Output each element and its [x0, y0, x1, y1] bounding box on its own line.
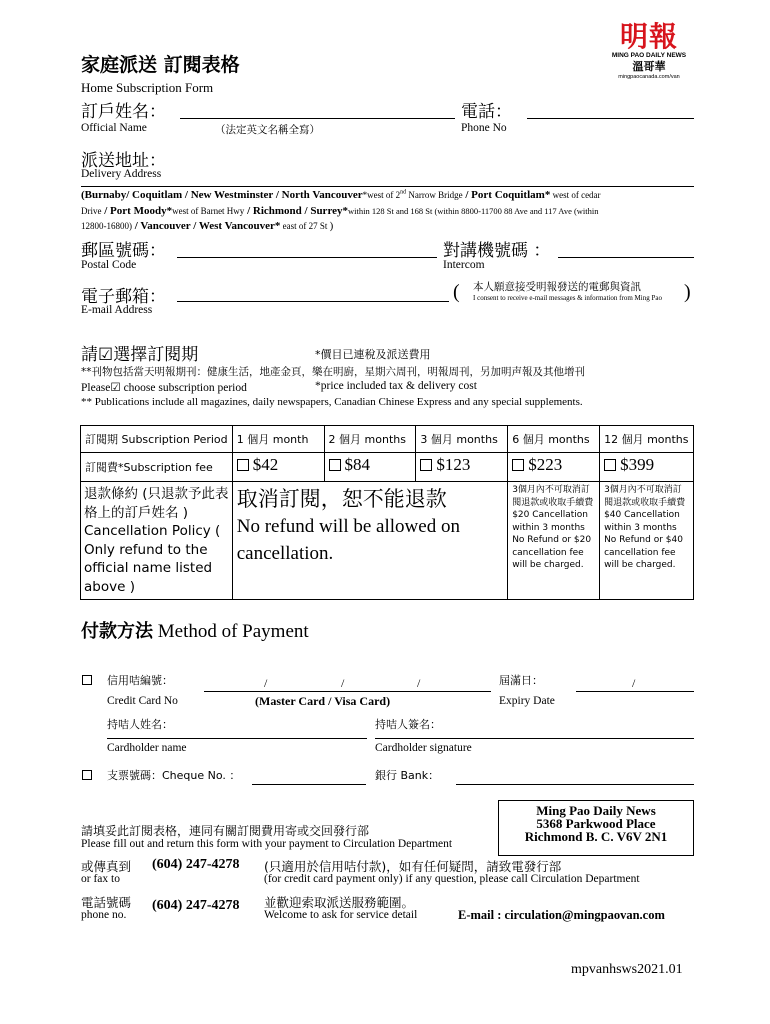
address-line-2: 5368 Parkwood Place: [536, 816, 656, 831]
holder-name-field[interactable]: [107, 738, 367, 739]
email-address[interactable]: circulation@mingpaovan.com: [504, 908, 665, 922]
fee-option-2[interactable]: [324, 453, 416, 482]
intercom-label-en: Intercom: [443, 259, 485, 271]
fee-checkbox[interactable]: [512, 459, 524, 471]
address-field[interactable]: [81, 186, 694, 187]
check-icon: ☑: [98, 345, 114, 365]
area-b1: Drive: [81, 206, 102, 216]
cancel-policy-label: 退款條約 (只退款予此表格上的訂戶姓名 ) Cancellation Policy ( Only refund to the official name listed above ): [81, 482, 233, 600]
area-b2-note: west of Barnet Hwy: [172, 206, 245, 216]
mailing-address-box: [498, 800, 694, 856]
select-period-en: [81, 380, 247, 394]
form-title-en: Home Subscription Form: [81, 80, 214, 95]
fax-note-zh: (只適用於信用咭付款)，如有任何疑問，請致電發行部: [264, 859, 562, 874]
payment-title-zh: 付款方法: [81, 621, 153, 642]
mingpao-logo: [606, 22, 692, 90]
fee-value: $123: [436, 455, 471, 474]
period-3: 3 個月 months: [416, 426, 508, 453]
logo-line2: 溫哥華: [632, 60, 666, 73]
expiry-label-en: Expiry Date: [499, 695, 555, 707]
holder-label-en: Cardholder name: [107, 742, 187, 754]
intercom-field[interactable]: [558, 257, 694, 258]
fee-value: $42: [252, 455, 279, 474]
expiry-label-zh: 屆滿日：: [499, 674, 543, 687]
area-c2: / Vancouver / West Vancouver*: [132, 220, 281, 232]
fee-checkbox[interactable]: [604, 459, 616, 471]
intercom-label-zh: 對講機號碼 ：: [443, 241, 551, 261]
fax-label-zh: 或傳真到: [81, 859, 132, 874]
email-label-zh: 電子郵箱：: [81, 287, 166, 307]
area-b2: / Port Moody*: [101, 205, 173, 217]
fee-option-12[interactable]: [600, 453, 694, 482]
phone-label-zh: 電話：: [461, 102, 512, 122]
fax-label-en: or fax to: [81, 873, 120, 885]
bank-field[interactable]: [456, 784, 694, 785]
phone-footer-label-zh: 電話號碼: [81, 895, 132, 910]
area-a2-note: west of cedar: [550, 190, 601, 200]
area-a1-note: *west of 2: [362, 190, 401, 200]
form-title-zh: 家庭派送 訂閱表格: [81, 54, 240, 76]
area-c3: ): [329, 220, 334, 232]
fax-number[interactable]: (604) 247-4278: [152, 857, 240, 872]
payment-title-en: Method of Payment: [153, 621, 309, 642]
email-field[interactable]: [177, 301, 449, 302]
fee-value: $84: [344, 455, 371, 474]
period-label: 訂閱期 Subscription Period: [81, 426, 233, 453]
area-a2: / Port Coquitlam*: [465, 189, 551, 201]
card-slash-1: /: [264, 676, 268, 690]
signature-label-en: Cardholder signature: [375, 742, 472, 754]
area-c1: 12800-16800): [81, 221, 132, 231]
expiry-slash: /: [632, 676, 636, 690]
cheque-checkbox[interactable]: [82, 770, 92, 780]
return-note-en: Please fill out and return this form with your payment to Circulation Department: [81, 838, 453, 850]
period-6: 6 個月 months: [508, 426, 600, 453]
address-label-en: Delivery Address: [81, 168, 162, 180]
address-line-1: Ming Pao Daily News: [536, 803, 656, 818]
magazine-note-zh: **刊物包括當天明報期刊：健康生活，地產金頁，樂在明廚，星期六周刊，明報周刊，另加明声報及其他增刊: [81, 366, 585, 378]
credit-card-checkbox[interactable]: [82, 675, 92, 685]
postal-label-en: Postal Code: [81, 259, 137, 271]
card-slash-3: /: [417, 676, 421, 690]
select-period-zh: [81, 340, 198, 365]
cheque-field[interactable]: [252, 784, 366, 785]
consent-zh: 本人願意接受明報發送的電郵與資訊: [473, 281, 641, 293]
table-row-fees: [81, 453, 694, 482]
form-code: mpvanhsws2021.01: [571, 962, 683, 977]
table-row-periods: [81, 426, 694, 453]
name-field[interactable]: [180, 118, 455, 119]
fee-value: $223: [528, 455, 563, 474]
price-note-zh: *價目已連稅及派送費用: [315, 348, 431, 361]
select-en-pre: Please: [81, 382, 111, 394]
area-c2-note: east of 27 St: [280, 221, 330, 231]
period-1: 1 個月 month: [232, 426, 324, 453]
expiry-field[interactable]: [576, 691, 694, 692]
phone-footer-label-en: phone no.: [81, 909, 127, 921]
cheque-label: 支票號碼：Cheque No. ：: [107, 769, 241, 782]
contact-email[interactable]: [458, 908, 665, 923]
area-a1: (Burnaby/ Coquitlam / New Westminster / North Vancouver: [81, 189, 363, 201]
welcome-en: Welcome to ask for service detail: [264, 909, 418, 921]
welcome-zh: 並歡迎索取派送服務範圍。: [264, 895, 415, 910]
area-line-2: [81, 205, 599, 217]
cancel-6-month: 3個月內不可取消訂閱退款或收取手續費$20 Cancellation within 3 months No Refund or $20 cancellation fee will be charged.: [508, 482, 600, 600]
price-note-en: *price included tax & delivery cost: [315, 380, 477, 392]
logo-line1: MING PAO DAILY NEWS: [611, 52, 687, 59]
phone-number[interactable]: (604) 247-4278: [152, 898, 240, 913]
card-label-zh: 信用咭編號：: [107, 674, 173, 687]
fee-label: 訂閱費*Subscription fee: [81, 453, 233, 482]
consent-en: I consent to receive e-mail messages & information from Ming Pao: [473, 294, 662, 302]
fee-option-1[interactable]: [232, 453, 324, 482]
area-a1-note2: Narrow Bridge: [406, 190, 463, 200]
fee-checkbox[interactable]: [420, 459, 432, 471]
period-2: 2 個月 months: [324, 426, 416, 453]
cancel-en: No refund will be allowed on cancellation.: [236, 516, 460, 564]
fee-value: $399: [620, 455, 655, 474]
address-line-3: Richmond B. C. V6V 2N1: [524, 829, 668, 844]
signature-label-zh: 持咭人簽名：: [375, 718, 441, 731]
name-label-en: Official Name: [81, 122, 147, 134]
name-note: （法定英文名稱全寫）: [215, 124, 320, 136]
select-zh-post: 選擇訂閱期: [113, 345, 199, 365]
return-note-zh: 請填妥此訂閱表格，連同有關訂閱費用寄或交回發行部: [81, 824, 370, 838]
check-icon: ☑: [110, 382, 121, 394]
email-prefix: E-mail :: [458, 908, 505, 922]
name-label-zh: 訂戶姓名：: [81, 102, 166, 122]
phone-field[interactable]: [527, 118, 694, 119]
cancel-12-month: 3個月內不可取消訂閱退款或收取手續費$40 Cancellation within 3 months No Refund or $40 cancellation fee will be charged.: [600, 482, 694, 600]
area-line-3: [81, 220, 333, 232]
area-b3-note: within 128 St and 168 St (within 8800-11700 88 Ave and 117 Ave (within: [348, 206, 599, 216]
logo-mark: 明報: [619, 20, 678, 53]
bank-label: 銀行 Bank：: [375, 769, 440, 782]
consent-close-paren[interactable]: ): [684, 281, 691, 303]
period-12: 12 個月 months: [600, 426, 694, 453]
select-en-post: choose subscription period: [120, 382, 247, 394]
card-slash-2: /: [341, 676, 345, 690]
magazine-note-en: ** Publications include all magazines, daily newspapers, Canadian Chinese Express and any special supplements.: [81, 396, 583, 408]
subscription-table: [80, 425, 694, 600]
card-types: (Master Card / Visa Card): [255, 694, 391, 708]
consent-open-paren: (: [453, 281, 460, 303]
card-label-en: Credit Card No: [107, 695, 178, 707]
select-zh-pre: 請: [81, 345, 98, 365]
card-number-field[interactable]: [204, 691, 491, 692]
postal-label-zh: 郵區號碼：: [81, 241, 166, 261]
address-label-zh: 派送地址：: [81, 151, 166, 171]
cancel-zh: 取消訂閱，恕不能退款: [236, 487, 447, 511]
fee-option-6[interactable]: [508, 453, 600, 482]
fax-note-en: (for credit card payment only) if any question, please call Circulation Department: [264, 873, 640, 885]
holder-label-zh: 持咭人姓名：: [107, 718, 173, 731]
fee-checkbox[interactable]: [329, 459, 341, 471]
table-row-cancellation: [81, 482, 694, 600]
phone-label-en: Phone No: [461, 122, 507, 134]
email-label-en: E-mail Address: [81, 304, 153, 316]
area-b3: / Richmond / Surrey*: [244, 205, 349, 217]
area-line-1: [81, 189, 601, 201]
fee-option-3[interactable]: [416, 453, 508, 482]
cancel-no-refund: [232, 482, 507, 600]
logo-line3: mingpaocanada.com/van: [618, 74, 680, 80]
area-a1-sup: nd: [400, 189, 407, 196]
postal-field[interactable]: [177, 257, 437, 258]
payment-title: [81, 617, 309, 643]
fee-checkbox[interactable]: [237, 459, 249, 471]
signature-field[interactable]: [375, 738, 694, 739]
